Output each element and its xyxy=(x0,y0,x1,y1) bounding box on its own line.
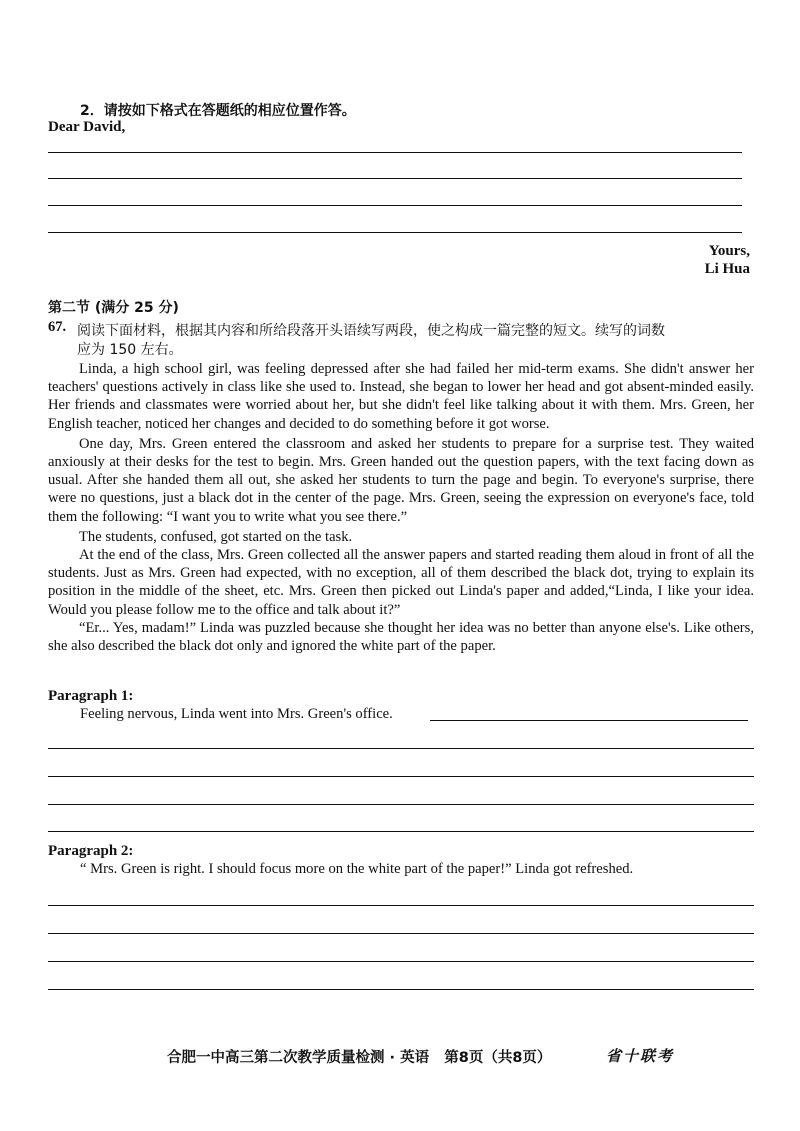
exam-seal: 省十联考 xyxy=(606,1047,675,1065)
passage-paragraph: The students, confused, got started on the task. xyxy=(79,528,353,545)
writing-line[interactable] xyxy=(48,205,742,206)
question-number: 67. xyxy=(48,319,67,335)
writing-line[interactable] xyxy=(48,989,754,990)
letter-closing: Yours, xyxy=(708,243,750,259)
paragraph2-opening: “ Mrs. Green is right. I should focus more on the white part of the paper!” Linda got refreshed. xyxy=(80,861,634,877)
writing-line[interactable] xyxy=(48,961,754,962)
writing-line[interactable] xyxy=(48,804,754,805)
writing-line[interactable] xyxy=(48,831,754,832)
passage-paragraph: One day, Mrs. Green entered the classroom and asked her students to prepare for a surprise test. They waited anxiously at their desks for the test to begin. Mrs. Green handed out the question papers, with the text facing down as usual. After she handed them all out, she asked her students to turn the page and begin. To everyone's surprise, there were no questions, just a black dot in the center of the page. Mrs. Green, seeing the expression on everyone's face, told them the following: “I want you to write what you see there.” xyxy=(48,435,754,525)
letter-salutation: Dear David, xyxy=(48,119,126,135)
section-title: 第二节 (满分 25 分) xyxy=(48,300,179,316)
paragraph1-opening: Feeling nervous, Linda went into Mrs. Green's office. xyxy=(80,706,393,722)
letter-signature: Li Hua xyxy=(704,261,750,277)
passage-paragraph: At the end of the class, Mrs. Green collected all the answer papers and started reading them aloud in front of all the students. Just as Mrs. Green had expected, with no exception, all of them described the black dot, trying to explain its position in the middle of the sheet, etc. Mrs. Green then picked out Linda's paper and added,“Linda, I like your idea. Would you please follow me to the office and talk about it?” xyxy=(48,547,754,618)
question-instruction-cont: 应为 150 左右。 xyxy=(77,342,183,358)
passage-paragraph: Linda, a high school girl, was feeling depressed after she had failed her mid-term exams. She didn't answer her teachers' questions actively in class like she used to. Instead, she began to lower her head and got absent-minded easily. Her friends and classmates were worried about her, but she didn't feel like talking about it with them. Mrs. Green, her English teacher, noticed her changes and decided to do something before it got worse. xyxy=(48,361,754,432)
question-instruction: 阅读下面材料，根据其内容和所给段落开头语续写两段，使之构成一篇完整的短文。续写的词数 xyxy=(77,323,665,339)
reading-passage xyxy=(48,360,754,655)
writing-line[interactable] xyxy=(48,905,754,906)
writing-line[interactable] xyxy=(48,232,742,233)
writing-line[interactable] xyxy=(430,720,748,721)
writing-line[interactable] xyxy=(48,152,742,153)
letter-instruction: 2．请按如下格式在答题纸的相应位置作答。 xyxy=(80,103,356,119)
paragraph1-label: Paragraph 1: xyxy=(48,688,134,704)
writing-line[interactable] xyxy=(48,748,754,749)
page-footer: 合肥一中高三第二次教学质量检测 · 英语 第8页（共8页） xyxy=(167,1050,552,1066)
passage-paragraph: “Er... Yes, madam!” Linda was puzzled because she thought her idea was no better than anyone else's. Like others, she also described the black dot only and ignored the white part of the paper. xyxy=(48,619,754,655)
writing-line[interactable] xyxy=(48,178,742,179)
writing-line[interactable] xyxy=(48,776,754,777)
writing-line[interactable] xyxy=(48,933,754,934)
paragraph2-label: Paragraph 2: xyxy=(48,843,134,859)
